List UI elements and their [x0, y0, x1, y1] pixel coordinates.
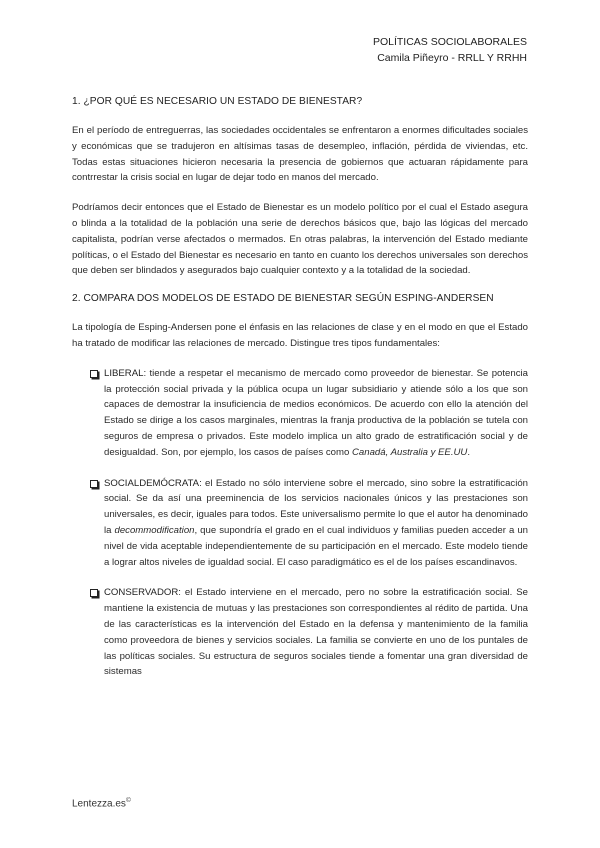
document-body — [72, 96, 528, 695]
model-text2-socialdemocrata: , que supondría el grado en el cual individuos y familias pueden acceder a un nivel de vida aceptable independientemente de su participación en el mercado. Este modelo tiende a lograr altos niveles de igualdad social. El caso paradigmático es el de los países escandinavos. — [104, 524, 528, 568]
section-2-heading: 2. COMPARA DOS MODELOS DE ESTADO DE BIENESTAR SEGÚN ESPING-ANDERSEN — [72, 293, 494, 305]
welfare-models-list — [72, 366, 528, 680]
list-item-conservador — [90, 585, 528, 680]
model-term-liberal: LIBERAL — [104, 367, 144, 379]
section-2-intro: La tipología de Esping-Andersen pone el énfasis en las relaciones de clase y en el modo en que el Estado ha tratado de modificar las relaciones de mercado. Distingue tres tipos fundamentales: — [72, 322, 528, 349]
model-text-liberal: : tiende a respetar el mecanismo de mercado como proveedor de bienestar. Se potencia la protección social privada y la pública ocupa un lugar subsidiario y atiende sólo a los que son capaces de demostrar la insuficiencia de medios económicos. De acuerdo con ello la atención del Estado se dirige a los casos marginales, mientras la franja productiva de la población se tutela con seguros de empresa o privados. Este modelo implica un alto grado de estratificación social y de desigualdad. Son, por ejemplo, los casos de países como — [104, 367, 528, 458]
checkbox-bullet-icon — [90, 370, 98, 378]
page-footer — [72, 797, 131, 809]
section-1-paragraph-2: Podríamos decir entonces que el Estado de Bienestar es un modelo político por el cual el Estado asegura o blinda a la totalidad de la población una serie de derechos básicos que, bajo las lógicas del mercado capitalista, podrían verse afectados o mermados. En otras palabras, la intervención del Estado mediante políticas, o el Estado del Bienestar es necesario en tanto en cuanto los derechos universales son derechos que deben ser blindados y asegurados bajo cualquier contexto y a la totalidad de la sociedad. — [72, 202, 528, 277]
model-end-liberal: . — [467, 446, 471, 458]
page-header — [373, 35, 527, 66]
footer-site: Lentezza.es — [72, 798, 126, 810]
model-term-socialdemocrata: SOCIALDEMÓCRATA — [104, 477, 200, 489]
model-text-conservador: : el Estado interviene en el mercado, pero no sobre la estratificación social. Se mantiene la existencia de mutuas y las prestaciones son correspondientes al rédito de partida. Una de las características es la intervención del Estado en la defensa y mantenimiento de la familia como proveedora de bienes y servicios sociales. La familia se convierte en uno de los puntales de las políticas sociales. Su estructura de seguros sociales tiende a fomentar una gran diversidad de sistemas — [104, 587, 528, 678]
list-item-liberal — [90, 366, 528, 461]
document-author: Camila Piñeyro - RRLL Y RRHH — [377, 51, 527, 64]
checkbox-bullet-icon — [90, 480, 98, 488]
copyright-mark: © — [125, 797, 131, 804]
model-concept-decommodification: decommodification — [114, 524, 195, 536]
list-item-socialdemocrata — [90, 476, 528, 571]
model-examples-liberal: Canadá, Australia y EE.UU — [352, 446, 468, 458]
model-term-conservador: CONSERVADOR — [104, 587, 179, 599]
model-text-socialdemocrata: : el Estado no sólo interviene sobre el mercado, sino sobre la estratificación social. Se da así una preeminencia de los servicios nacionales únicos y las prestaciones son universales, es decir, iguales para todos. Este universalismo permite lo que el autor ha denominado la — [104, 477, 528, 536]
document-title: POLÍTICAS SOCIOLABORALES — [372, 36, 527, 48]
checkbox-bullet-icon — [90, 589, 98, 597]
section-1-paragraph-1: En el período de entreguerras, las sociedades occidentales se enfrentaron a enormes dificultades sociales y económicas que se tradujeron en altísimas tasas de desempleo, inflación, pérdida de viviendas, etc. Todas estas situaciones hicieron necesaria la presencia de gobiernos que actuaran rápidamente para contrrestar la crisis social en lugar de dejar todo en manos del mercado. — [72, 125, 528, 184]
section-1-heading: 1. ¿POR QUÉ ES NECESARIO UN ESTADO DE BIENESTAR? — [72, 96, 363, 107]
